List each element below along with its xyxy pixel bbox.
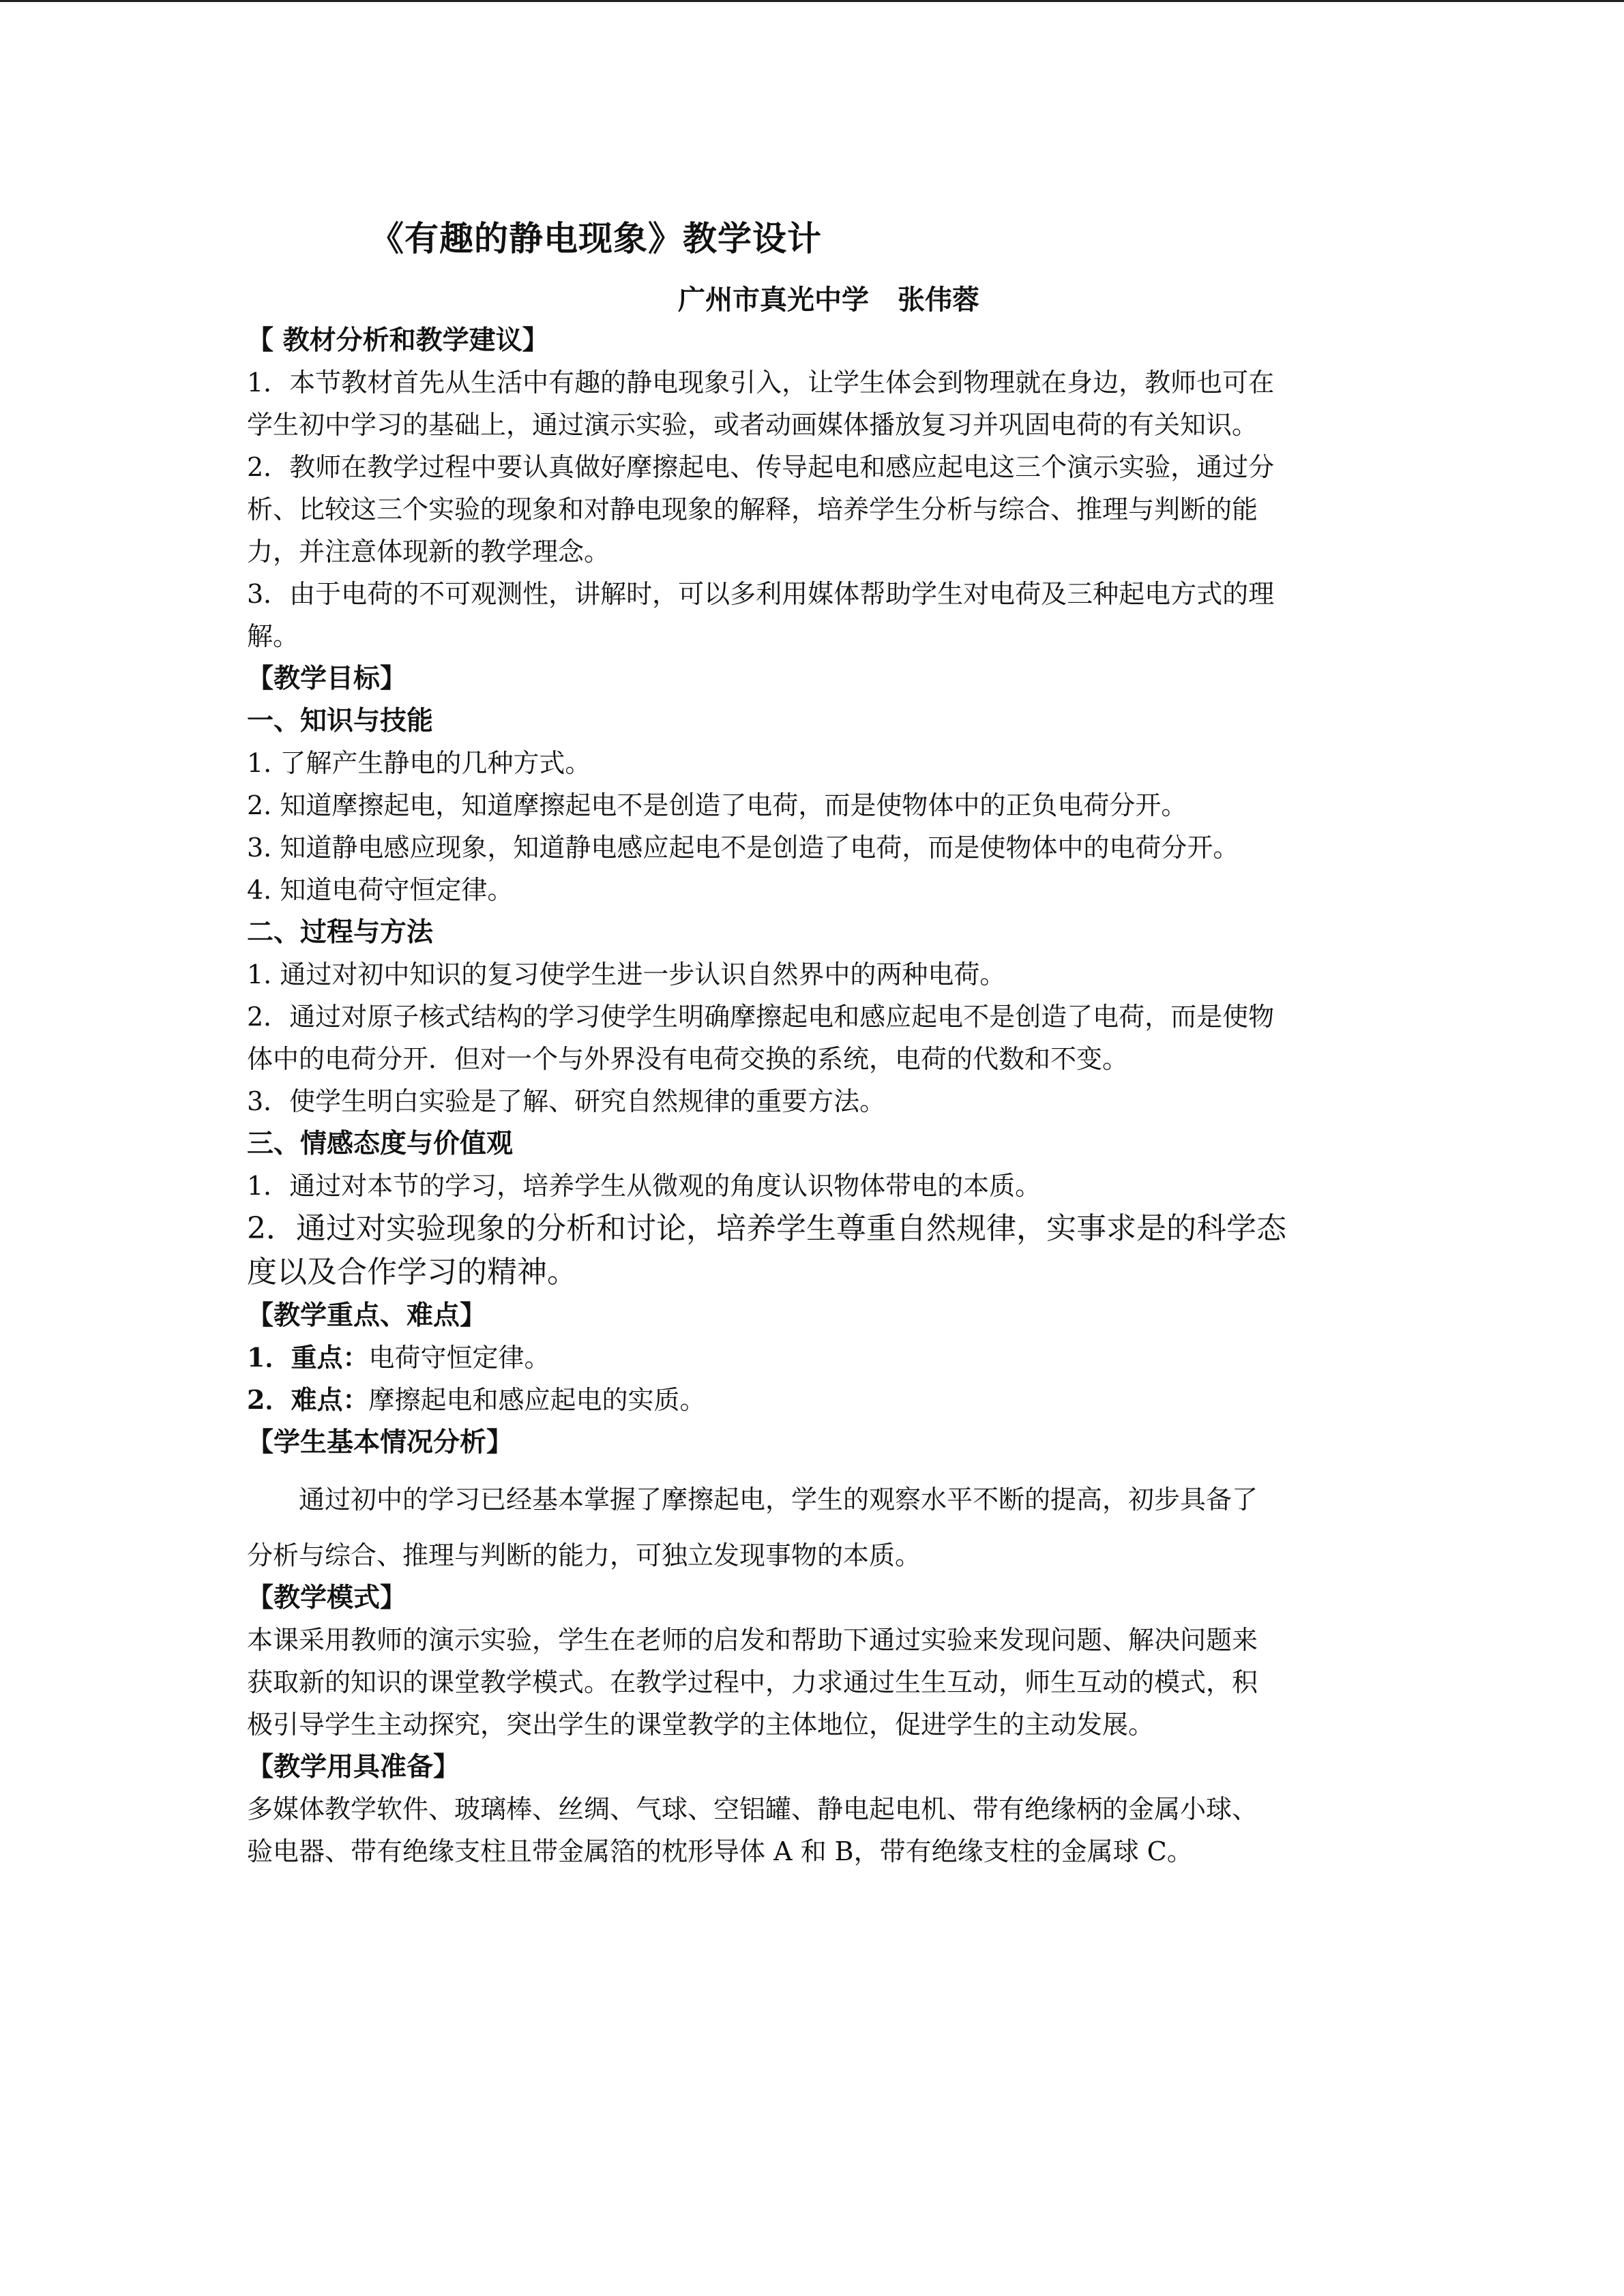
paragraph-line: 获取新的知识的课堂教学模式。在教学过程中，力求通过生生互动，师生互动的模式，积 (247, 1667, 1258, 1697)
subheading-process: 二、过程与方法 (247, 916, 434, 948)
author-school: 广州市真光中学 (678, 284, 869, 316)
author-name: 张伟蓉 (898, 284, 979, 316)
section-heading-analysis: 【 教材分析和教学建议】 (247, 325, 549, 356)
list-item: 1. 通过对初中知识的复习使学生进一步认识自然界中的两种电荷。 (247, 959, 1006, 989)
section-heading-mode: 【教学模式】 (247, 1582, 407, 1613)
paragraph-line: 学生初中学习的基础上，通过演示实验，或者动画媒体播放复习并巩固电荷的有关知识。 (247, 410, 1258, 440)
list-item: 2．通过对原子核式结构的学习使学生明确摩擦起电和感应起电不是创造了电荷，而是使物 (247, 1002, 1275, 1032)
list-item-large: 2．通过对实验现象的分析和讨论，培养学生尊重自然规律，实事求是的科学态 (247, 1211, 1286, 1246)
section-heading-tools: 【教学用具准备】 (247, 1751, 460, 1783)
paragraph-line: 析、比较这三个实验的现象和对静电现象的解释，培养学生分析与综合、推理与判断的能 (247, 494, 1258, 524)
paragraph-line: 本课采用教师的演示实验，学生在老师的启发和帮助下通过实验来发现问题、解决问题来 (247, 1625, 1258, 1655)
list-item: 4. 知道电荷守恒定律。 (247, 875, 514, 905)
subheading-knowledge: 一、知识与技能 (247, 705, 434, 736)
paragraph-line: 力，并注意体现新的教学理念。 (247, 537, 610, 567)
paragraph-line: 2．教师在教学过程中要认真做好摩擦起电、传导起电和感应起电这三个演示实验，通过分 (247, 452, 1275, 482)
subheading-emotion: 三、情感态度与价值观 (247, 1128, 514, 1159)
list-item: 3．使学生明白实验是了解、研究自然规律的重要方法。 (247, 1086, 886, 1116)
paragraph-line: 解。 (247, 621, 299, 651)
list-item: 2. 知道摩擦起电，知道摩擦起电不是创造了电荷，而是使物体中的正负电荷分开。 (247, 790, 1187, 820)
document-title: 《有趣的静电现象》教学设计 (370, 218, 822, 258)
key-point-text: 电荷守恒定律。 (368, 1343, 550, 1373)
document-body (247, 319, 1379, 1873)
section-heading-key-points: 【教学重点、难点】 (247, 1300, 487, 1331)
difficulty-label: 2．难点： (247, 1384, 369, 1415)
list-item-large: 度以及合作学习的精神。 (247, 1255, 577, 1289)
list-item: 体中的电荷分开．但对一个与外界没有电荷交换的系统，电荷的代数和不变。 (247, 1044, 1129, 1074)
paragraph-line: 通过初中的学习已经基本掌握了摩擦起电，学生的观察水平不断的提高，初步具备了 (299, 1485, 1258, 1515)
difficulty-text: 摩擦起电和感应起电的实质。 (368, 1385, 706, 1415)
key-point-line (247, 1337, 1379, 1379)
author-line (678, 278, 979, 317)
list-item: 1. 了解产生静电的几种方式。 (247, 748, 591, 778)
list-item: 1．通过对本节的学习，培养学生从微观的角度认识物体带电的本质。 (247, 1171, 1042, 1201)
paragraph-line: 极引导学生主动探究，突出学生的课堂教学的主体地位，促进学生的主动发展。 (247, 1710, 1155, 1740)
section-heading-students: 【学生基本情况分析】 (247, 1427, 514, 1458)
difficulty-line (247, 1379, 1379, 1421)
paragraph-line: 验电器、带有绝缘支柱且带金属箔的枕形导体 A 和 B，带有绝缘支柱的金属球 C。 (247, 1836, 1193, 1866)
paragraph-line: 分析与综合、推理与判断的能力，可独立发现事物的本质。 (247, 1540, 921, 1570)
paragraph-line: 1．本节教材首先从生活中有趣的静电现象引入，让学生体会到物理就在身边，教师也可在 (247, 368, 1275, 398)
top-border-line (0, 0, 1624, 2)
paragraph-line: 多媒体教学软件、玻璃棒、丝绸、气球、空铝罐、静电起电机、带有绝缘柄的金属小球、 (247, 1794, 1258, 1824)
list-item: 3. 知道静电感应现象，知道静电感应起电不是创造了电荷，而是使物体中的电荷分开。 (247, 833, 1239, 863)
section-heading-goals: 【教学目标】 (247, 663, 407, 694)
key-point-label: 1．重点： (247, 1342, 369, 1373)
paragraph-line: 3．由于电荷的不可观测性，讲解时，可以多利用媒体帮助学生对电荷及三种起电方式的理 (247, 579, 1275, 609)
